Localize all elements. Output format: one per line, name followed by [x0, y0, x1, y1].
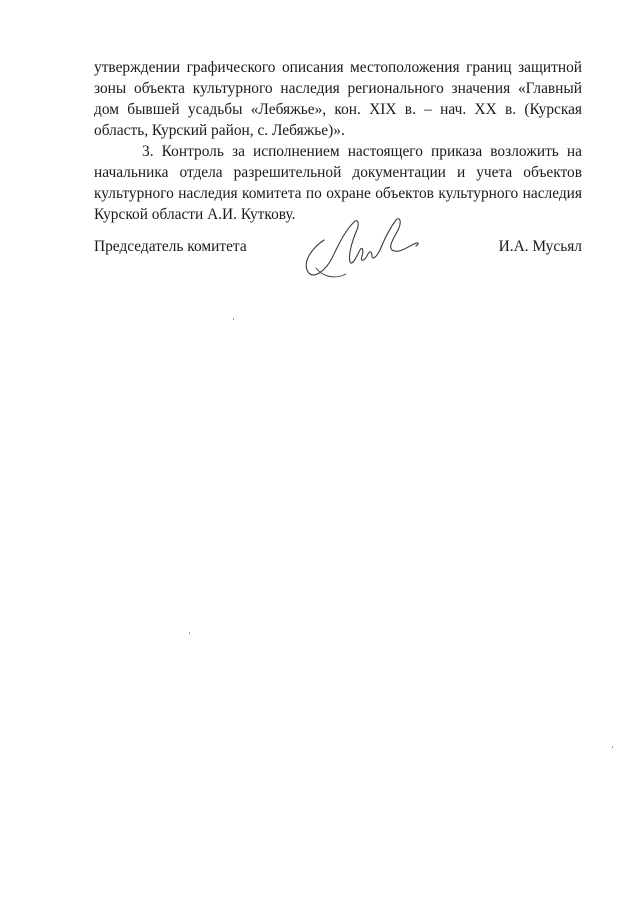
- signature-block: [94, 210, 582, 290]
- paragraph-continuation: утверждении графического описания местоположения границ защитной зоны объекта культурного наследия регионального значения «Главный дом бывшей усадьбы «Лебяжье», кон. XIX в. – нач. XX в. (Курская область, Курский район, с. Лебяжье)».: [94, 59, 582, 139]
- document-body: [94, 57, 582, 225]
- signatory-position: Председатель комитета: [94, 238, 247, 255]
- handwritten-signature: [294, 210, 424, 285]
- scan-speck: [233, 318, 234, 320]
- scan-speck: [612, 746, 613, 748]
- paragraph-3: 3. Контроль за исполнением настоящего приказа возложить на начальника отдела разрешительной документации и учета объектов культурного наследия комитета по охране объектов культурного наследия Курской области А.И. Куткову.: [94, 143, 582, 223]
- scan-speck: [189, 632, 190, 634]
- signatory-name: И.А. Мусьял: [498, 238, 582, 255]
